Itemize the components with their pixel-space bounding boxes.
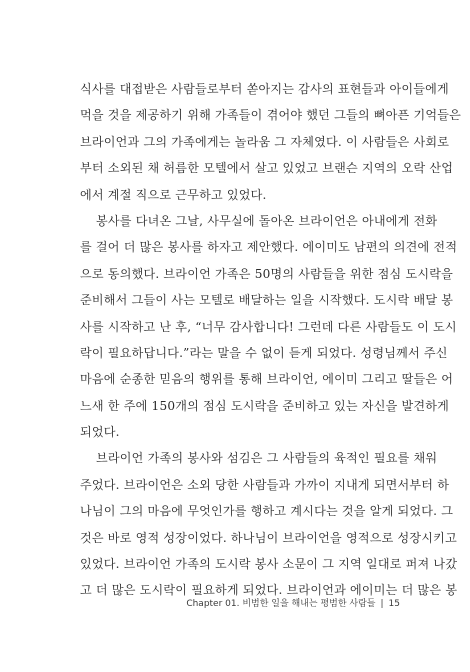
- text-line: 으로 동의했다. 브라이언 가족은 50명의 사람들을 위한 점심 도시락을: [80, 266, 454, 281]
- text-line: 사를 시작하고 난 후, “너무 감사합니다! 그런데 다른 사람들도 이 도시: [80, 319, 457, 334]
- text-line: 에서 계절 직으로 근무하고 있었다.: [80, 187, 267, 202]
- text-line: 브라이언과 그의 가족에게는 놀라움 그 자체였다. 이 사람들은 사회로: [80, 134, 450, 149]
- text-line: 봉사를 다녀온 그날, 사무실에 돌아온 브라이언은 아내에게 전화: [96, 213, 438, 228]
- footer-separator: |: [380, 599, 384, 609]
- text-line: 준비해서 그들이 사는 모텔로 배달하는 일을 시작했다. 도시락 배달 봉: [80, 293, 454, 308]
- text-line: 마음에 순종한 믿음의 행위를 통해 브라이언, 에이미 그리고 딸들은 어: [80, 372, 454, 387]
- body-text: [80, 76, 461, 604]
- text-line: 주었다. 브라이언은 소외 당한 사람들과 가까이 지내게 되면서부터 하: [80, 477, 450, 492]
- text-line: 브라이언 가족의 봉사와 섬김은 그 사람들의 육적인 필요를 채워: [96, 451, 438, 466]
- page-number: 15: [388, 599, 400, 609]
- paragraph-1: [80, 76, 461, 208]
- text-line: 있었다. 브라이언 가족의 도시락 봉사 소문이 그 지역 일대로 퍼져 나갔: [80, 557, 458, 572]
- chapter-title: Chapter 01. 비범한 일을 해내는 평범한 사람들: [186, 599, 376, 609]
- text-line: 를 걸어 더 많은 봉사를 하자고 제안했다. 에이미도 남편의 의견에 전적: [80, 240, 458, 255]
- text-line: 고 더 많은 도시락이 필요하게 되었다. 브라이언과 에이미는 더 많은 봉: [80, 583, 458, 598]
- text-line: 락이 필요하답니다.”라는 말을 수 없이 듣게 되었다. 성령님께서 주신: [80, 345, 448, 360]
- text-line: 나님이 그의 마음에 무엇인가를 행하고 계시다는 것을 알게 되었다. 그: [80, 504, 454, 519]
- text-line: 식사를 대접받은 사람들로부터 쏟아지는 감사의 표현들과 아이들에게: [80, 82, 449, 96]
- text-line: 느새 한 주에 150개의 점심 도시락을 준비하고 있는 자신을 발견하게: [80, 398, 450, 413]
- text-line: 것은 바로 영적 성장이었다. 하나님이 브라이언을 영적으로 성장시키고: [80, 530, 457, 545]
- page-footer: [186, 596, 400, 609]
- text-line: 부터 소외된 채 허름한 모텔에서 살고 있었고 브랜슨 지역의 오락 산업: [80, 161, 454, 176]
- text-line: 먹을 것을 제공하기 위해 가족들이 겪어야 했던 그들의 뼈아픈 기억들은: [80, 108, 461, 123]
- text-line: 되었다.: [80, 425, 120, 440]
- paragraph-2: [80, 208, 458, 446]
- paragraph-3: [80, 445, 458, 603]
